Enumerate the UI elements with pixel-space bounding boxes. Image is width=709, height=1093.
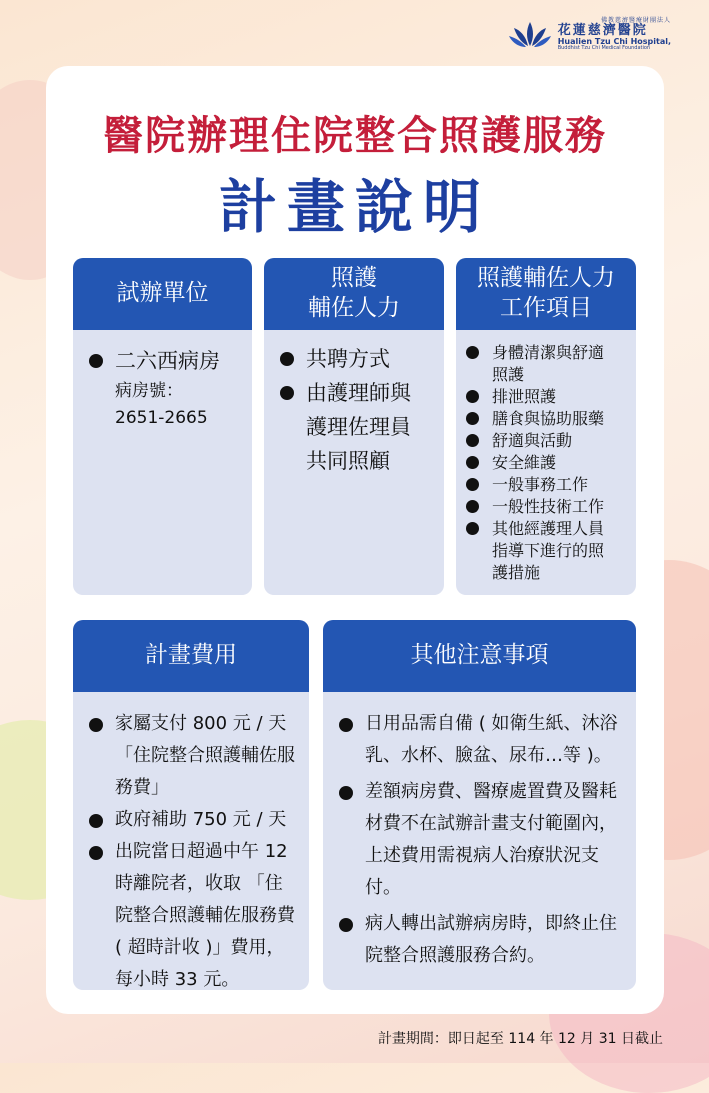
list-item: 共聘方式 [278,342,430,376]
plan-period-footer: 計畫期間：即日起至 114 年 12 月 31 日截止 [377,1031,663,1047]
care-assistant-box [264,258,444,595]
page-subtitle: 計畫說明 [218,173,491,241]
list-item: 家屬支付 800 元 / 天「住院整合照護輔佐服務費」 [87,708,295,804]
list-item: 一般性技術工作 [464,496,628,518]
list-item: 其他經護理人員指導下進行的照護措施 [464,518,616,584]
list-item: 排泄照護 [464,386,628,408]
logo-foundation-text: 佛教慈濟醫療財團法人 [600,17,671,24]
ward-number-label: 病房號： [115,381,183,401]
logo-english-sub: Buddhist Tzu Chi Medical Foundation [557,45,651,52]
list-item: 日用品需自備 ( 如衛生紙、沐浴乳、水杯、臉盆、尿布…等 )。 [337,708,624,772]
work-items-box [456,258,636,595]
list-item: 出院當日超過中午 12 時離院者，收取 「住院整合照護輔佐服務費 ( 超時計收 )」費用，每小時 33 元。 [87,836,295,990]
work-items-heading: 照護輔佐人力 工作項目 [456,258,636,330]
ward-number-range: 2651-2665 [115,408,208,428]
lotus-logo-icon [508,20,552,50]
list-item: 政府補助 750 元 / 天 [87,804,297,836]
list-item: 舒適與活動 [464,430,628,452]
logo-chinese-name: 花蓮慈濟醫院 [557,23,648,39]
logo-english-name: Hualien Tzu Chi Hospital, [557,36,671,46]
plan-cost-heading: 計畫費用 [73,620,309,692]
pilot-unit-box [73,258,252,595]
pilot-unit-heading: 試辦單位 [73,258,252,330]
page-title: 醫院辦理住院整合照護服務 [103,113,607,159]
list-item: 一般事務工作 [464,474,628,496]
list-item: 身體清潔與舒適照護 [464,342,614,386]
care-assistant-heading: 照護 輔佐人力 [264,258,444,330]
list-item: 由護理師與護理佐理員共同照顧 [278,376,418,478]
list-item: 差額病房費、醫療處置費及醫耗材費不在試辦計畫支付範圍內，上述費用需視病人治療狀況支付。 [337,776,624,904]
list-item: 二六西病房 病房號： 2651-2665 [87,344,238,432]
notes-box [323,620,636,990]
hospital-logo [508,18,671,52]
notes-heading: 其他注意事項 [323,620,636,692]
list-item: 病人轉出試辦病房時，即終止住院整合照護服務合約。 [337,908,624,972]
list-item: 膳食與協助服藥 [464,408,628,430]
list-item: 安全維護 [464,452,628,474]
plan-cost-box [73,620,309,990]
